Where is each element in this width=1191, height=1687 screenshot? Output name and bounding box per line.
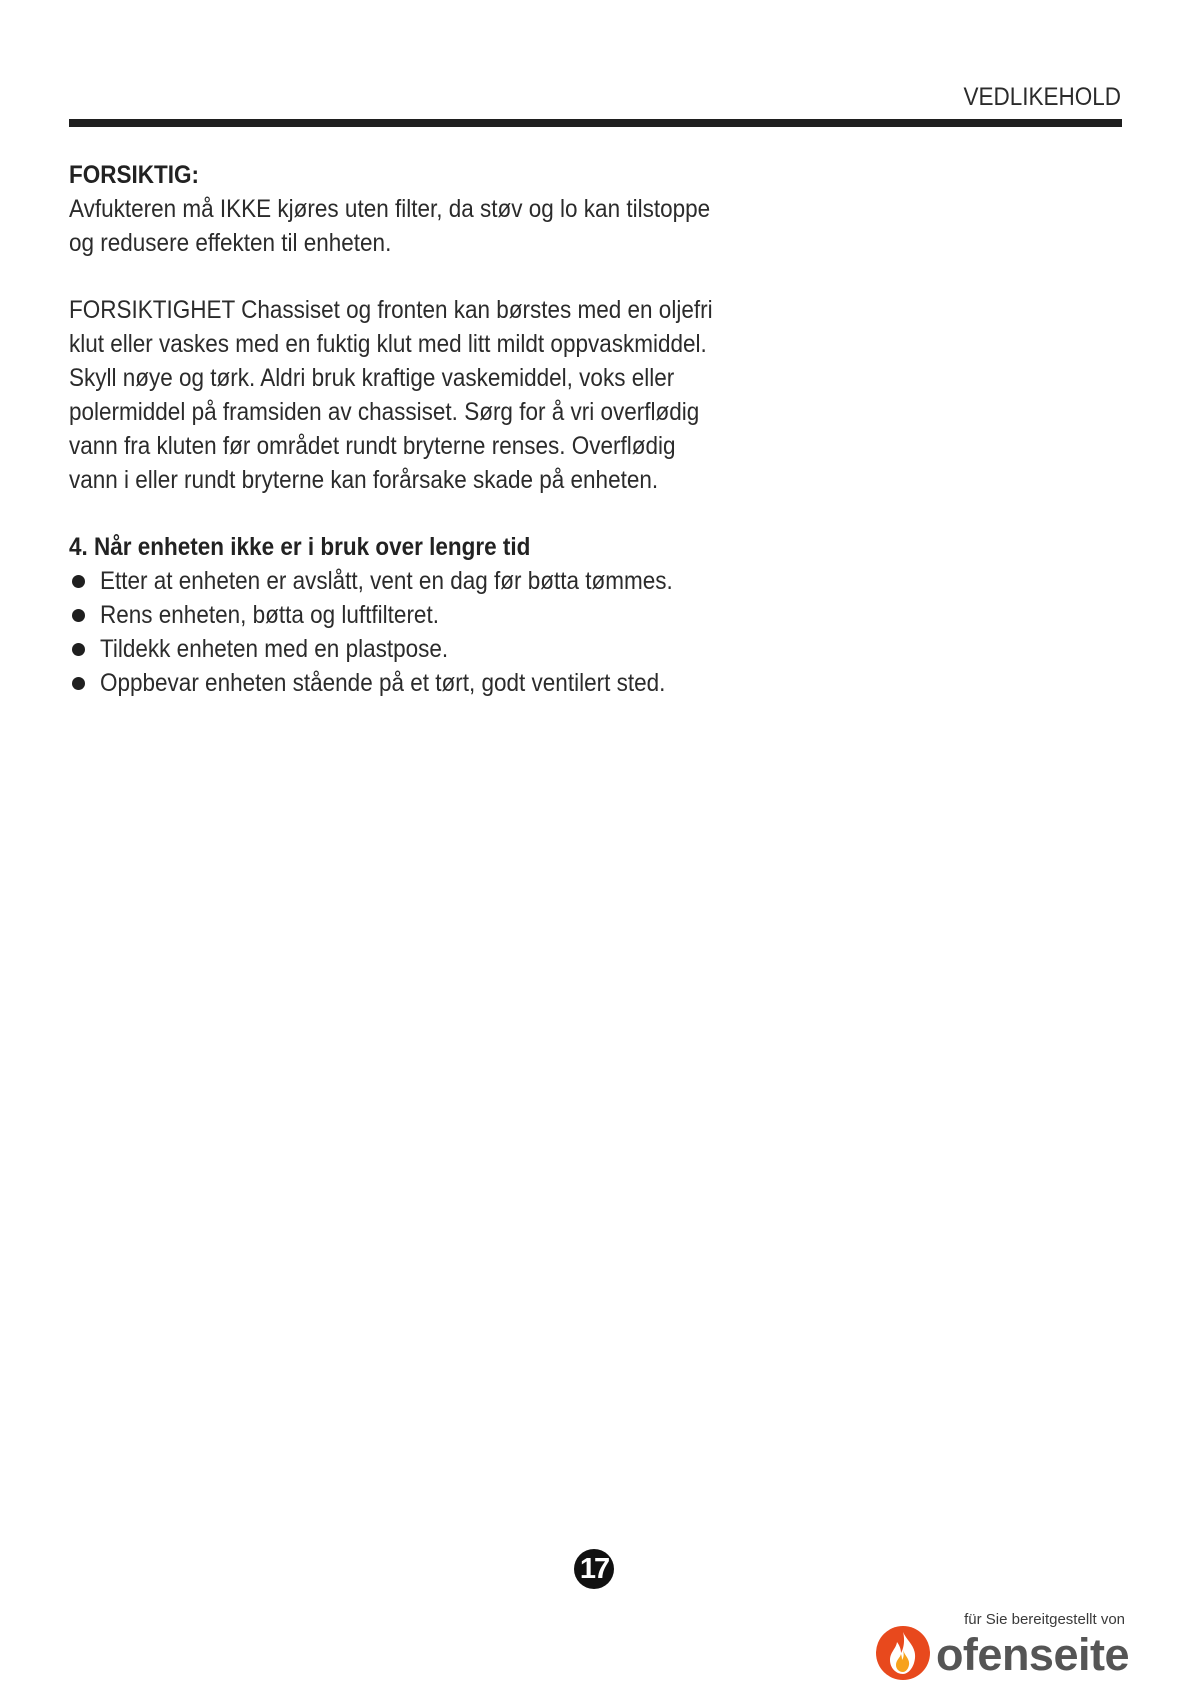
section-header-title: VEDLIKEHOLD xyxy=(963,83,1121,111)
storage-list xyxy=(69,564,889,700)
flame-icon xyxy=(874,1624,932,1687)
header-divider xyxy=(69,119,1122,127)
bullet-icon xyxy=(72,575,85,588)
care-line: polermiddel på framsiden av chassiset. Sørg for å vri overflødig xyxy=(69,398,700,426)
caution-heading: FORSIKTIG: xyxy=(69,161,199,189)
bullet-icon xyxy=(72,609,85,622)
care-line: FORSIKTIGHET Chassiset og fronten kan børstes med en oljefri xyxy=(69,296,713,324)
storage-section-title: 4. Når enheten ikke er i bruk over lengre tid xyxy=(69,533,531,561)
list-item: Tildekk enheten med en plastpose. xyxy=(69,632,889,666)
provider-tagline: für Sie bereitgestellt von xyxy=(964,1611,1125,1628)
page-number-badge: 17 xyxy=(574,1549,614,1589)
caution-line: Avfukteren må IKKE kjøres uten filter, da støv og lo kan tilstoppe xyxy=(69,195,711,223)
care-line: klut eller vaskes med en fuktig klut med litt mildt oppvaskmiddel. xyxy=(69,330,707,358)
bullet-icon xyxy=(72,643,85,656)
list-item: Rens enheten, bøtta og luftfilteret. xyxy=(69,598,889,632)
list-item: Etter at enheten er avslått, vent en dag før bøtta tømmes. xyxy=(69,564,889,598)
care-line: vann fra kluten før området rundt bryterne renses. Overflødig xyxy=(69,432,676,460)
list-item: Oppbevar enheten stående på et tørt, godt ventilert sted. xyxy=(69,666,889,700)
logo-wordmark: ofenseite xyxy=(935,1629,1129,1680)
caution-line: og redusere effekten til enheten. xyxy=(69,229,392,257)
page-content xyxy=(69,158,889,700)
care-line: vann i eller rundt bryterne kan forårsake skade på enheten. xyxy=(69,466,659,494)
bullet-icon xyxy=(72,677,85,690)
brand-logo[interactable] xyxy=(874,1627,1129,1683)
care-line: Skyll nøye og tørk. Aldri bruk kraftige vaskemiddel, voks eller xyxy=(69,364,675,392)
